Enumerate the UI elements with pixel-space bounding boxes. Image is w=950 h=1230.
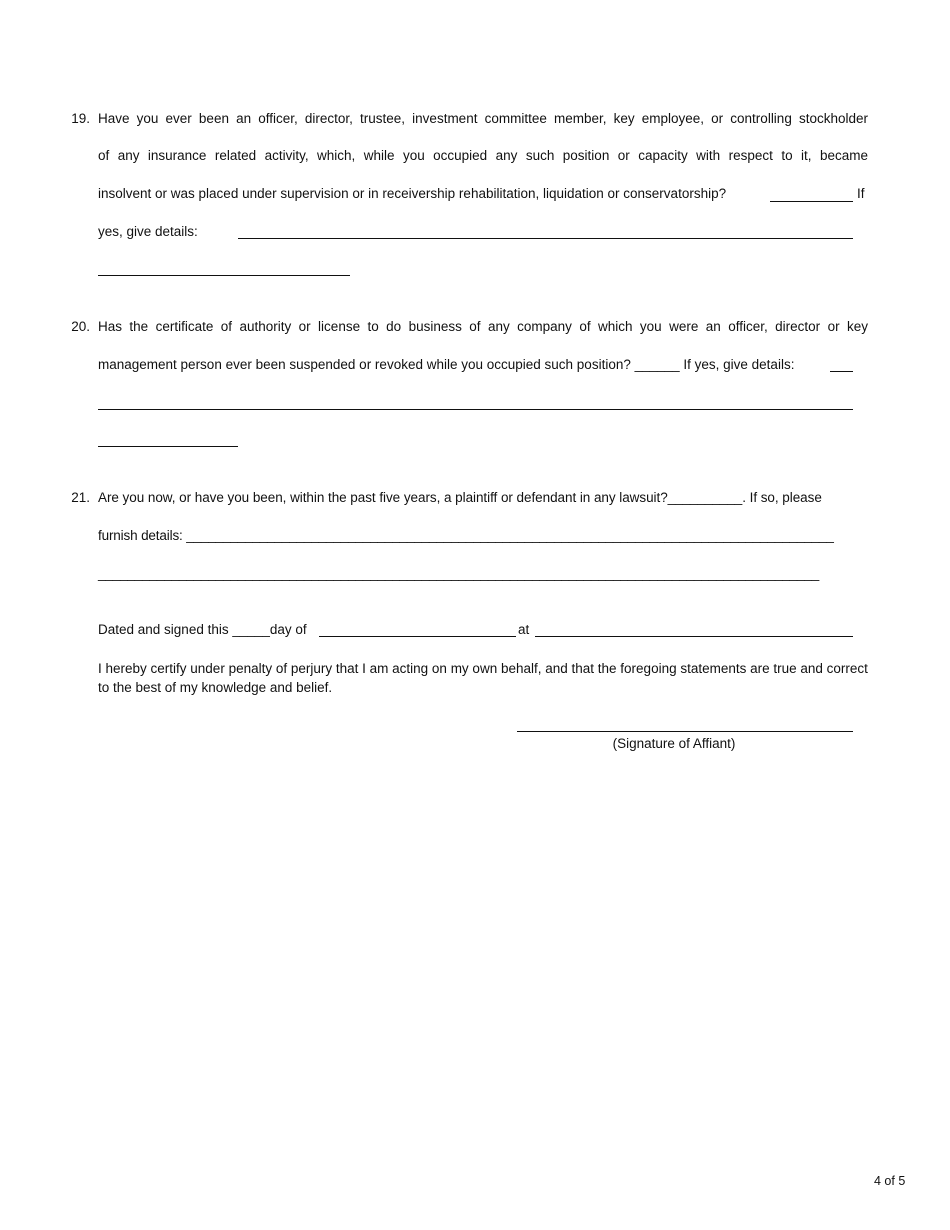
question-19-line-1: Have you ever been an officer, director, trustee, investment committee member, key employee, or controlling stockholder xyxy=(98,111,868,126)
question-20-line-2: management person ever been suspended or revoked while you occupied such position? ______ If yes, give details: xyxy=(98,357,795,372)
signature-line[interactable] xyxy=(517,731,853,732)
question-20-number: 20. xyxy=(71,319,90,334)
certification-statement: I hereby certify under penalty of perjury that I am acting on my own behalf, and that the foregoing statements are true and correct to the best of my knowledge and belief. xyxy=(98,661,868,695)
question-19-number: 19. xyxy=(71,111,90,126)
q19-answer-blank[interactable] xyxy=(770,201,853,202)
dated-signed-label: Dated and signed this _____day of xyxy=(98,622,307,637)
q20-details-line-1[interactable] xyxy=(98,409,853,410)
date-month-blank[interactable] xyxy=(319,636,516,637)
question-21-number: 21. xyxy=(71,490,90,505)
question-19-line-3-end: If xyxy=(857,186,865,201)
question-20-line-1: Has the certificate of authority or license to do business of any company of which you were an officer, director or key xyxy=(98,319,868,334)
question-21-line-1: Are you now, or have you been, within the past five years, a plaintiff or defendant in any lawsuit?__________. If so, please xyxy=(98,490,822,505)
q19-details-line-1[interactable] xyxy=(238,238,853,239)
q20-details-blank[interactable] xyxy=(830,371,853,372)
q19-details-line-2[interactable] xyxy=(98,275,350,276)
dated-at-label: at xyxy=(518,622,530,637)
question-21-line-2: furnish details: ________________________________________________________________________________________ xyxy=(98,528,834,543)
question-19-line-3: insolvent or was placed under supervision or in receivership rehabilitation, liquidation or conservatorship? xyxy=(98,186,727,201)
question-19-line-4: yes, give details: xyxy=(98,224,198,239)
question-21-line-3: __________________________________________________________________________________________________ xyxy=(98,566,820,581)
page-number: 4 of 5 xyxy=(874,1174,906,1188)
q20-details-line-2[interactable] xyxy=(98,446,238,447)
question-19-line-2: of any insurance related activity, which, while you occupied any such position or capacity with respect to it, became xyxy=(98,148,868,163)
location-blank[interactable] xyxy=(535,636,853,637)
signature-label: (Signature of Affiant) xyxy=(612,736,736,751)
